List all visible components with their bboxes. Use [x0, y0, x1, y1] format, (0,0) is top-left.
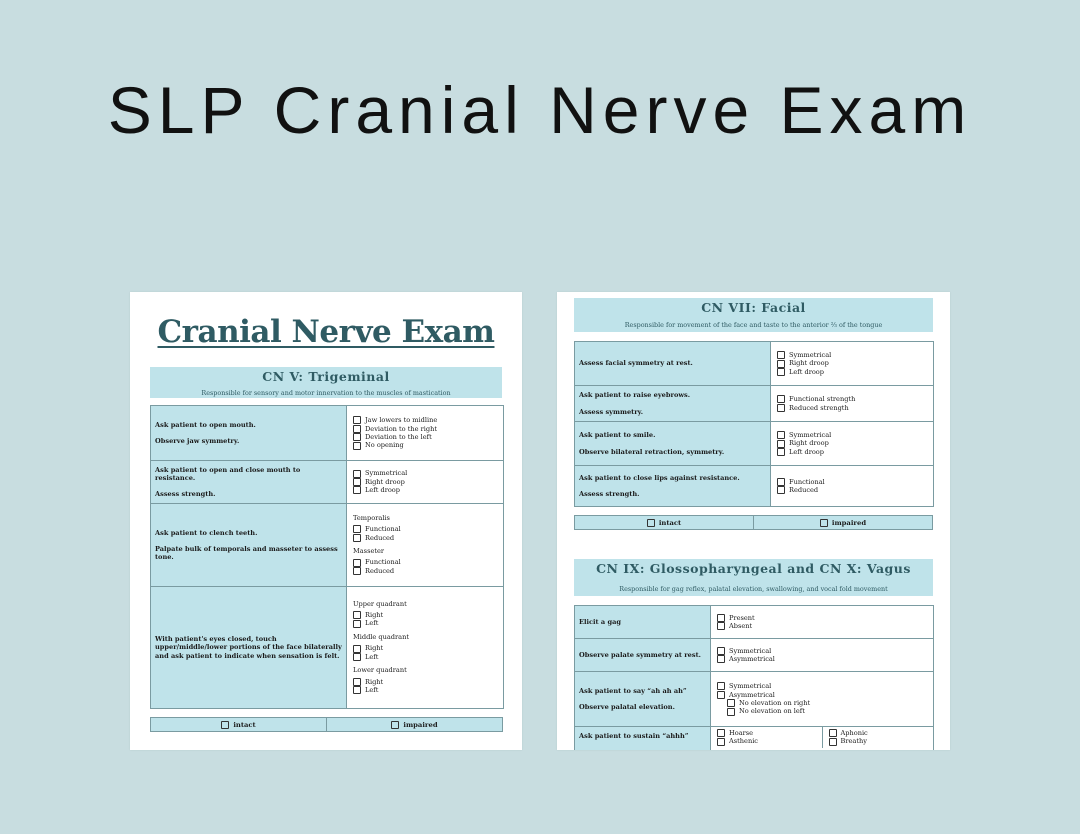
checkbox-icon[interactable]	[777, 431, 785, 439]
checkbox-icon[interactable]	[777, 395, 785, 403]
checkbox-option[interactable]: Asymmetrical	[717, 655, 927, 663]
checkbox-option[interactable]: Functional	[353, 525, 497, 533]
checkbox-option[interactable]: Symmetrical	[777, 431, 927, 439]
checkbox-option[interactable]: Reduced	[777, 486, 927, 494]
headline: SLP Cranial Nerve Exam	[107, 73, 973, 147]
table-row	[575, 606, 934, 639]
intact-option[interactable]: intact	[151, 718, 326, 731]
checkbox-icon[interactable]	[647, 519, 655, 527]
checkbox-option[interactable]: Symmetrical	[717, 682, 927, 690]
table-row	[151, 504, 504, 587]
intact-option[interactable]: intact	[575, 516, 753, 529]
checkbox-option[interactable]: Hoarse	[717, 729, 816, 737]
table-row	[575, 727, 934, 751]
checkbox-option[interactable]: Deviation to the left	[353, 433, 497, 441]
cn5-table	[150, 405, 504, 709]
checkbox-icon[interactable]	[353, 478, 361, 486]
checkbox-option[interactable]: No opening	[353, 441, 497, 449]
checkbox-icon[interactable]	[777, 360, 785, 368]
option-group	[353, 666, 497, 694]
cn9-title: CN IX: Glossopharyngeal and CN X: Vagus	[596, 561, 911, 576]
checkbox-icon[interactable]	[717, 655, 725, 663]
checkbox-option[interactable]: Deviation to the right	[353, 425, 497, 433]
checkbox-icon[interactable]	[353, 486, 361, 494]
checkbox-icon[interactable]	[717, 691, 725, 699]
question-cell: Ask patient to clench teeth. Palpate bulk of temporals and masseter to assess tone.	[151, 504, 347, 587]
cn5-result-row	[150, 717, 503, 732]
option-group	[353, 633, 497, 661]
question-cell: Assess facial symmetry at rest.	[575, 342, 771, 386]
checkbox-option[interactable]: Right	[353, 678, 497, 686]
question-cell: Ask patient to smile. Observe bilateral retraction, symmetry.	[575, 422, 771, 466]
checkbox-icon[interactable]	[717, 622, 725, 630]
table-row	[151, 406, 504, 461]
table-row	[575, 386, 934, 422]
checkbox-option[interactable]: Left droop	[777, 448, 927, 456]
checkbox-option[interactable]: Absent	[717, 622, 927, 630]
question-cell: Ask patient to open mouth. Observe jaw symmetry.	[151, 406, 347, 461]
document-title: Cranial Nerve Exam	[157, 314, 495, 350]
checkbox-option[interactable]: Asymmetrical	[717, 691, 927, 699]
checkbox-option[interactable]: Right	[353, 644, 497, 652]
options-cell	[711, 606, 934, 639]
cn9-header-band	[574, 559, 933, 596]
checkbox-icon[interactable]	[717, 738, 725, 746]
question-cell: Ask patient to open and close mouth to resistance. Assess strength.	[151, 461, 347, 504]
checkbox-option[interactable]: Right droop	[777, 439, 927, 447]
checkbox-icon[interactable]	[777, 486, 785, 494]
impaired-option[interactable]: impaired	[326, 718, 502, 731]
checkbox-icon[interactable]	[727, 699, 735, 707]
table-row	[575, 422, 934, 466]
checkbox-icon[interactable]	[353, 678, 361, 686]
checkbox-icon[interactable]	[717, 682, 725, 690]
checkbox-option[interactable]: Symmetrical	[777, 351, 927, 359]
checkbox-option[interactable]: Jaw lowers to midline	[353, 416, 497, 424]
question-cell: Ask patient to sustain “ahhh”	[575, 727, 711, 751]
cn7-subtitle: Responsible for movement of the face and taste to the anterior ⅔ of the tongue	[624, 321, 883, 329]
checkbox-icon[interactable]	[353, 653, 361, 661]
checkbox-icon[interactable]	[717, 729, 725, 737]
checkbox-option[interactable]: Reduced	[353, 534, 497, 542]
option-group	[353, 547, 497, 575]
options-cell	[347, 461, 504, 504]
checkbox-icon[interactable]	[353, 611, 361, 619]
options-cell	[347, 406, 504, 461]
checkbox-icon[interactable]	[353, 433, 361, 441]
checkbox-option[interactable]: Left	[353, 619, 497, 627]
group-label: Middle quadrant	[353, 632, 410, 641]
checkbox-icon[interactable]	[391, 721, 399, 729]
options-cell	[771, 342, 934, 386]
checkbox-icon[interactable]	[353, 620, 361, 628]
checkbox-option[interactable]: Reduced	[353, 567, 497, 575]
checkbox-icon[interactable]	[353, 645, 361, 653]
worksheet-page-left	[130, 292, 522, 750]
question-cell: Ask patient to say “ah ah ah” Observe palatal elevation.	[575, 672, 711, 727]
options-column	[711, 727, 822, 748]
checkbox-icon[interactable]	[353, 534, 361, 542]
checkbox-option[interactable]: No elevation on right	[717, 699, 927, 707]
checkbox-option[interactable]: Aphonic	[829, 729, 928, 737]
table-row	[575, 342, 934, 386]
checkbox-icon[interactable]	[353, 567, 361, 575]
checkbox-option[interactable]: Asthenic	[717, 737, 816, 745]
table-row	[575, 639, 934, 672]
checkbox-icon[interactable]	[353, 416, 361, 424]
options-cell	[711, 672, 934, 727]
checkbox-option[interactable]: Left droop	[777, 368, 927, 376]
table-row	[575, 466, 934, 507]
cn7-header-band	[574, 298, 933, 332]
checkbox-icon[interactable]	[717, 614, 725, 622]
checkbox-icon[interactable]	[727, 708, 735, 716]
options-cell	[771, 386, 934, 422]
question-cell: Ask patient to close lips against resistance. Assess strength.	[575, 466, 771, 507]
option-group	[353, 600, 497, 628]
checkbox-option[interactable]: Right droop	[777, 359, 927, 367]
options-column	[822, 727, 934, 748]
checkbox-option[interactable]: Present	[717, 614, 927, 622]
cn7-result-row	[574, 515, 933, 530]
checkbox-option[interactable]: No elevation on left	[717, 707, 927, 715]
options-cell	[771, 466, 934, 507]
checkbox-option[interactable]: Functional	[777, 478, 927, 486]
checkbox-option[interactable]: Left	[353, 653, 497, 661]
checkbox-option[interactable]: Reduced strength	[777, 404, 927, 412]
impaired-option[interactable]: impaired	[753, 516, 932, 529]
checkbox-icon[interactable]	[353, 425, 361, 433]
checkbox-icon[interactable]	[717, 647, 725, 655]
cn5-header-band	[150, 367, 502, 398]
options-cell	[711, 727, 934, 751]
worksheet-page-right	[557, 292, 950, 750]
checkbox-icon[interactable]	[221, 721, 229, 729]
checkbox-icon[interactable]	[777, 404, 785, 412]
checkbox-icon[interactable]	[777, 351, 785, 359]
checkbox-icon[interactable]	[777, 448, 785, 456]
group-label: Lower quadrant	[353, 666, 407, 675]
checkbox-icon[interactable]	[820, 519, 828, 527]
checkbox-icon[interactable]	[829, 729, 837, 737]
checkbox-icon[interactable]	[353, 525, 361, 533]
checkbox-option[interactable]: Right	[353, 611, 497, 619]
options-cell	[771, 422, 934, 466]
cn5-title: CN V: Trigeminal	[262, 369, 390, 384]
checkbox-icon[interactable]	[353, 559, 361, 567]
options-cell	[711, 639, 934, 672]
checkbox-icon[interactable]	[353, 686, 361, 694]
cn9-subtitle: Responsible for gag reflex, palatal elevation, swallowing, and vocal fold movement	[619, 585, 888, 593]
checkbox-option[interactable]: Breathy	[829, 737, 928, 745]
cn9-table	[574, 605, 934, 750]
checkbox-icon[interactable]	[777, 478, 785, 486]
option-group	[353, 514, 497, 542]
checkbox-option[interactable]: Left droop	[353, 486, 497, 494]
cn7-table	[574, 341, 934, 507]
checkbox-icon[interactable]	[777, 440, 785, 448]
options-cell	[347, 504, 504, 587]
checkbox-icon[interactable]	[777, 368, 785, 376]
checkbox-option[interactable]: Symmetrical	[717, 647, 927, 655]
cn5-subtitle: Responsible for sensory and motor innervation to the muscles of mastication	[201, 389, 451, 397]
question-cell: Ask patient to raise eyebrows. Assess symmetry.	[575, 386, 771, 422]
group-label: Upper quadrant	[353, 599, 407, 608]
question-cell: Elicit a gag	[575, 606, 711, 639]
checkbox-icon[interactable]	[829, 738, 837, 746]
table-row	[575, 672, 934, 727]
cn7-title: CN VII: Facial	[701, 300, 806, 315]
question-cell: With patient's eyes closed, touch upper/middle/lower portions of the face bilaterally and ask patient to indicate when sensation is felt.	[151, 587, 347, 709]
checkbox-icon[interactable]	[353, 442, 361, 450]
table-row	[151, 461, 504, 504]
checkbox-option[interactable]: Symmetrical	[353, 469, 497, 477]
group-label: Masseter	[353, 547, 385, 555]
group-label: Temporalis	[353, 513, 390, 522]
checkbox-option[interactable]: Left	[353, 686, 497, 694]
question-cell: Observe palate symmetry at rest.	[575, 639, 711, 672]
checkbox-option[interactable]: Functional strength	[777, 395, 927, 403]
table-row	[151, 587, 504, 709]
options-cell	[347, 587, 504, 709]
checkbox-option[interactable]: Functional	[353, 558, 497, 566]
checkbox-option[interactable]: Right droop	[353, 478, 497, 486]
checkbox-icon[interactable]	[353, 470, 361, 478]
